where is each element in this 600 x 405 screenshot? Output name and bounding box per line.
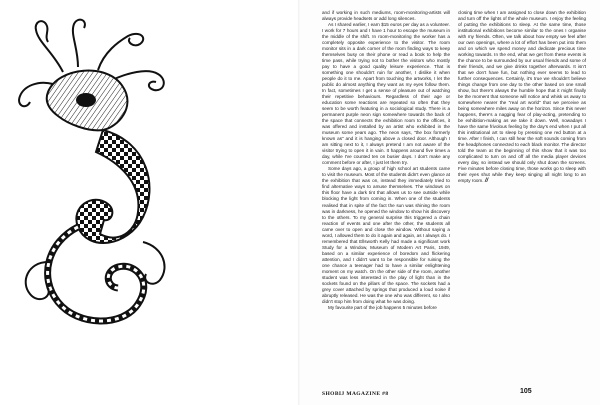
paragraph: Some days ago, a group of high school art students came to visit the museum. Most of the students didn't even glance at the exhibition that was on, instead they immediately tried to find alternative ways to amuse themselves. The windows on this floor have a dark tint that allows us to see outside while blocking the light from coming in. When one of the students realised that in spite of the fact the sun was shining the room was in darkness, he opened the window to show his discovery to the others. To my general surprise this triggered a chain reaction of events and one after the other, the students all came over to open and close the window. Without saying a word, I allowed them to do it again and again, as I always do. I remembered that Ellsworth Kelly had made a significant work Study for a Window, Museum of Modern Art Paris, 1949, based on a similar experience of boredom and flickering attention, and I didn't want to be responsible for ruining the one chance a teenager had to have a similar enlightening moment on my watch. On the other side of the room, another student was less interested in the play of light than in the sockets found on the pillars of the space. The sockets had a grey cover attached by springs that produced a loud noise if abruptly released. He was the one who was different, so I also didn't stop him from doing what he was doing. bbox=[322, 166, 450, 304]
article-column-1 bbox=[322, 10, 450, 311]
article-column-2 bbox=[458, 10, 586, 184]
magazine-footer-title: SHOBIJ MAGAZINE #8 bbox=[322, 391, 389, 397]
end-mark: // bbox=[484, 178, 489, 185]
paragraph bbox=[458, 10, 586, 184]
paragraph-text: closing time when I am assigned to close down the exhibition and turn off the lights of the whole museum. I enjoy the feeling of putting the exhibitions to sleep. At the same time, those institutional exhibitions become similar to the ones I organise with my friends. Often, we talk about how empty we feel after our own openings, where a lot of effort has been put into them and on which we spend money and dedicate precious time working towards. In the end, what we get from these events is the chance to be surrounded by our usual friends and some of their friends, and we give drinks together afterwards. It isn't that we don't have fun, but nothing ever seems to lead to further consequences. Certainly, it's true we shouldn't believe things change from one day to the other based on one small show, but there's always the humble hope that it might finally be the moment that someone will notice and whisk us away to somewhere nearer the "real art world" that we perceive as being somewhere miles away on the horizon. Since this never happens, there's a nagging fear of play-acting, pretending to be exhibition-making as we take it down. Well, nowadays I have the same frivolous feeling by the day's end when I put all this institutional art to sleep by pressing one red button at a time. After I finish, I can still hear the soft sounds coming from the headphones connected to each black monitor. The director told the team at the beginning of this show that it was too complicated to turn on and off all the media player devices every day, so instead we should only shut down the screens. Five minutes before closing time, those works go to sleep with their eyes shut while they keep singing all night long to an empty room. bbox=[458, 10, 586, 184]
page-number: 105 bbox=[520, 388, 532, 395]
illustration-curling-tentacle bbox=[8, 12, 178, 342]
paragraph: and if working in such mediums, room-monitoring-artists will always provide headsets or add long silences. bbox=[322, 10, 450, 22]
paragraph: As I shared earlier, I earn $15 euros per day as a volunteer. I work for 7 hours and I have 1 hour to escape the museum in the middle of the shift. In room-monitoring the worker has a completely opposite experience to the visitor. The room monitor sits in a dark corner of the room finding ways to keep themselves busy on their phone or read a book to help the time pass, while trying not to bother the visitors who mostly pay to have a good quality leisure experience. That is something one shouldn't ruin for another, I dislike it when people do it to me. Apart from touching the artworks, I let the public do almost anything they want as my eyes follow them. In fact, sometimes I get a sense of pleasure out of watching their repetitive behaviours. Regardless of their age or education some reactions are repeated so often that they seem to be worth featuring in a sociological study. There is a permanent purple neon sign somewhere towards the back of the space that connects the exhibition room to the offices, it was offered and installed by an artist who exhibited in the museum some years ago. The neon says, "the box formerly known as" and it is hanging above a closed door. Although I am sitting next to it, I always pretend I am not aware of the visitor trying to open it in vain. It happens around five times a day, while I've counted ten on busier days. I don't make any comment before or after, I just let them try. bbox=[322, 22, 450, 166]
paragraph: My favourite part of the job happens 5 minutes before bbox=[328, 304, 437, 310]
